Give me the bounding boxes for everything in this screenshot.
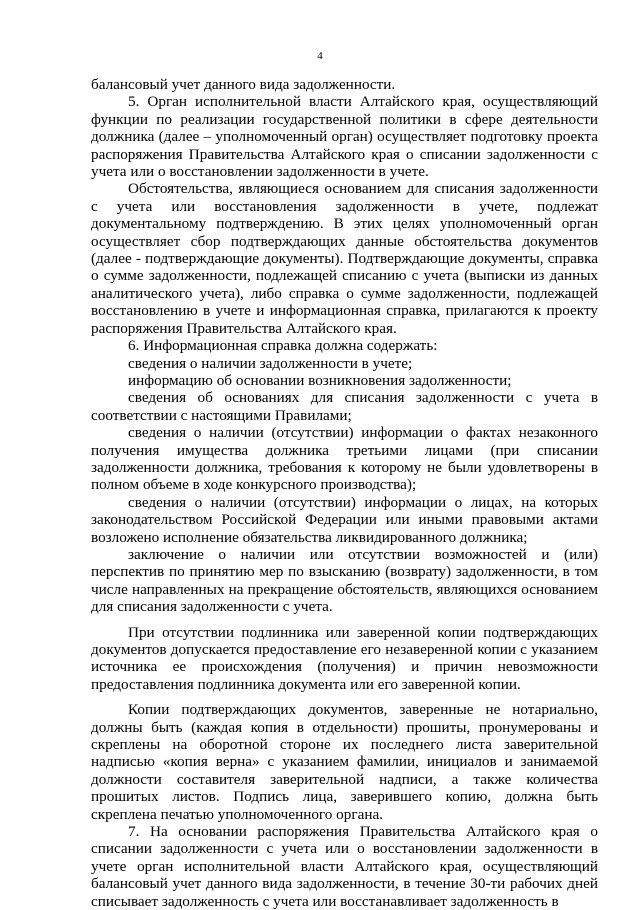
paragraph: Обстоятельства, являющиеся основанием для списания задолженности с учета или восстановления задолженности в учете, подлежат документальному подтверждению. В этих целях уполномоченный орган осуществляет сбор подтверждающих данные обстоятельства документов (далее - подтверждающие документы). Подтверждающие документы, справка о сумме задолженности, подлежащей списанию с учета (выписки из данных аналитического учета), либо справка о сумме задолженности, подлежащей восстановлению в учете и информационная справка, прилагаются к проекту распоряжения Правительства Алтайского края. — [91, 180, 598, 337]
paragraph: 6. Информационная справка должна содержать: — [128, 337, 438, 355]
paragraph: 5. Орган исполнительной власти Алтайского края, осуществляющий функции по реализации государственной политики в сфере деятельности должника (далее – уполномоченный орган) осуществляет подготовку проекта распоряжения Правительства Алтайского края о списании задолженности с учета или о восстановлении задолженности в учете. — [91, 93, 598, 181]
paragraph: 7. На основании распоряжения Правительства Алтайского края о списании задолженности с учета или о восстановлении задолженности в учете орган исполнительной власти Алтайского края, осуществляющий балансовый учет данного вида задолженности, в течение 30-ти рабочих дней списывает задолженность с учета или восстанавливает задолженность в — [91, 823, 598, 910]
paragraph: балансовый учет данного вида задолженности. — [91, 76, 396, 93]
page-number: 4 — [317, 50, 323, 62]
paragraph: При отсутствии подлинника или заверенной копии подтверждающих документов допускается предоставление его незаверенной копии с указанием источника ее происхождения (получения) и причин невозможности предоставления подлинника документа или его заверенной копии. — [91, 623, 598, 693]
paragraph: заключение о наличии или отсутствии возможностей и (или) перспектив по принятию мер по взысканию (возврату) задолженности, в том числе направленных на прекращение обстоятельств, являющихся основанием для списания задолженности с учета. — [91, 545, 598, 616]
document-body — [91, 76, 598, 910]
paragraph: сведения о наличии задолженности в учете; — [128, 354, 413, 372]
paragraph: сведения об основаниях для списания задолженности с учета в соответствии с настоящими Правилами; — [91, 389, 598, 424]
paragraph: информацию об основании возникновения задолженности; — [128, 371, 512, 389]
paragraph: сведения о наличии (отсутствии) информации о лицах, на которых законодательством Российской Федерации или иными правовыми актами возложено исполнение обязательства ликвидированного должника; — [91, 493, 598, 546]
paragraph: сведения о наличии (отсутствии) информации о фактах незаконного получения имущества должника третьими лицами (при списании задолженности должника, требования к которому не были удовлетворены в полном объеме в ходе конкурсного производства); — [91, 424, 598, 494]
paragraph: Копии подтверждающих документов, заверенные не нотариально, должны быть (каждая копия в отдельности) прошиты, пронумерованы и скреплены на оборотной стороне их последнего листа заверительной надписью «копия верна» с указанием фамилии, инициалов и занимаемой должности составителя заверительной надписи, а также количества прошитых листов. Подпись лица, заверившего копию, должна быть скреплена печатью уполномоченного органа. — [91, 701, 598, 823]
